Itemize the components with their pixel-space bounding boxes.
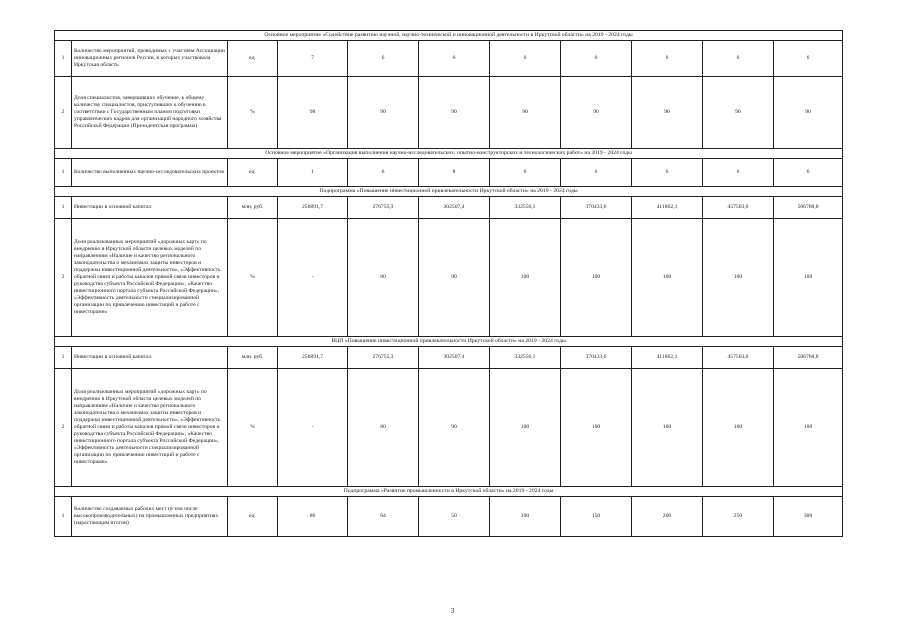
table-row (55, 219, 843, 337)
section-header-row (55, 31, 843, 41)
indicator-value: 7 (278, 41, 348, 77)
indicator-value: 300 (774, 497, 843, 537)
indicator-value: 150 (561, 497, 632, 537)
indicator-name: Количество мероприятий, проводимых с участием Ассоциации инновационных регионов России, в которых участвовала Иркутская область (72, 41, 228, 77)
row-number: 1 (55, 159, 72, 187)
indicator-value: 6 (561, 41, 632, 77)
table-row (55, 41, 843, 77)
table-row (55, 347, 843, 369)
indicator-value: 6 (348, 41, 419, 77)
indicator-value: 1 (278, 159, 348, 187)
table-row (55, 497, 843, 537)
indicator-value: - (278, 219, 348, 337)
indicator-value: 100 (703, 219, 774, 337)
indicator-value: 6 (419, 41, 490, 77)
row-number: 2 (55, 369, 72, 487)
indicator-value: 302507,4 (419, 197, 490, 219)
section-title: Подпрограмма «Повышение инвестиционной привлекательности Иркутской области» на 2019 - 2024 годы (55, 187, 843, 197)
table-body (55, 31, 843, 537)
unit-of-measure: ед. (228, 497, 278, 537)
indicator-value: 8 (419, 159, 490, 187)
indicator-value: 457503,0 (703, 197, 774, 219)
indicator-name: Инвестиции в основной капитал (72, 197, 228, 219)
indicator-value: - (278, 369, 348, 487)
indicator-value: 302507,4 (419, 347, 490, 369)
indicator-value: 90 (703, 77, 774, 149)
section-header-row (55, 337, 843, 347)
indicator-value: 370433,6 (561, 347, 632, 369)
indicator-value: 100 (490, 219, 561, 337)
indicator-name: Доля специалистов, завершивших обучение, к общему количеству специалистов, приступивших к обучению в соответствии с Государственным планом подготовки управленческих кадров для организаций народного хозяйства Российской Федерации (Президентская программа) (72, 77, 228, 149)
indicator-value: 332556,1 (490, 347, 561, 369)
indicator-value: 6 (490, 159, 561, 187)
indicator-value: 100 (490, 369, 561, 487)
indicator-value: 506768,8 (774, 347, 843, 369)
indicator-value: 80 (348, 219, 419, 337)
section-title: Основное мероприятие «Организация выполнения научно-исследовательских, опытно-конструкторских и технологических работ» на 2019 - 2024 годы (55, 149, 843, 159)
unit-of-measure: ед. (228, 159, 278, 187)
indicators-table (54, 30, 843, 537)
section-title: Основное мероприятие «Содействие развитию научной, научно-технической и инновационной деятельности в Иркутской области» на 2019 - 2024 годы (55, 31, 843, 41)
indicator-name: Доля реализованных мероприятий «дорожных карт» по внедрению в Иркутской области целевых моделей по направлениям «Наличие и качество регионального законодательства о механизмах защиты инвесторов и поддержки инвестиционной деятельности», «Эффективность обратной связи и работы каналов прямой связи инвесторов и руководства субъекта Российской Федерации», «Качество инвестиционного портала субъекта Российской Федерации», «Эффективность деятельности специализированной организации по привлечению инвестиций и работе с инвесторами» (72, 219, 228, 337)
indicator-value: 6 (632, 41, 703, 77)
indicator-value: 100 (774, 369, 843, 487)
table-row (55, 77, 843, 149)
indicator-value: 90 (632, 77, 703, 149)
indicator-value: 6 (561, 159, 632, 187)
indicator-value: 6 (490, 41, 561, 77)
row-number: 1 (55, 347, 72, 369)
row-number: 2 (55, 77, 72, 149)
unit-of-measure: % (228, 219, 278, 337)
indicator-value: 98 (278, 77, 348, 149)
indicator-value: 256891,7 (278, 347, 348, 369)
row-number: 1 (55, 41, 72, 77)
section-header-row (55, 187, 843, 197)
unit-of-measure: млн. руб. (228, 347, 278, 369)
indicator-value: 457503,0 (703, 347, 774, 369)
row-number: 1 (55, 497, 72, 537)
indicator-value: 332556,1 (490, 197, 561, 219)
indicator-value: 90 (490, 77, 561, 149)
indicator-value: 256891,7 (278, 197, 348, 219)
indicator-value: 50 (419, 497, 490, 537)
indicator-name: Количество создаваемых рабочих мест (в том числе высокопроизводительных) на промышленных предприятиях (нарастающим итогом) (72, 497, 228, 537)
indicator-value: 100 (632, 219, 703, 337)
indicator-value: 411862,1 (632, 347, 703, 369)
indicator-value: 6 (703, 159, 774, 187)
indicator-value: 90 (348, 77, 419, 149)
indicator-value: 64 (348, 497, 419, 537)
indicator-value: 411862,1 (632, 197, 703, 219)
indicator-value: 90 (561, 77, 632, 149)
unit-of-measure: млн. руб. (228, 197, 278, 219)
indicator-value: 276755,3 (348, 347, 419, 369)
unit-of-measure: % (228, 77, 278, 149)
table-row (55, 159, 843, 187)
indicator-value: 6 (703, 41, 774, 77)
indicator-value: 100 (774, 219, 843, 337)
indicator-value: 90 (774, 77, 843, 149)
unit-of-measure: % (228, 369, 278, 487)
indicator-value: 6 (774, 159, 843, 187)
section-title: Подпрограмма «Развитие промышленности в Иркутской области» на 2019 - 2024 годы (55, 487, 843, 497)
indicator-value: 200 (632, 497, 703, 537)
indicator-value: 370433,6 (561, 197, 632, 219)
indicator-value: 86 (278, 497, 348, 537)
section-header-row (55, 487, 843, 497)
indicator-value: 90 (419, 77, 490, 149)
row-number: 1 (55, 197, 72, 219)
table-row (55, 197, 843, 219)
indicator-value: 100 (632, 369, 703, 487)
indicator-name: Доля реализованных мероприятий «дорожных карт» по внедрению в Иркутской области целевых моделей по направлениям «Наличие и качество регионального законодательства о механизмах защиты инвесторов и поддержки инвестиционной деятельности», «Эффективность обратной связи и работы каналов прямой связи инвесторов и руководства субъекта Российской Федерации», «Качество инвестиционного портала субъекта Российской Федерации», «Эффективность деятельности специализированной организации по привлечению инвестиций и работе с инвесторами» (72, 369, 228, 487)
indicator-value: 100 (561, 219, 632, 337)
unit-of-measure: ед. (228, 41, 278, 77)
indicator-value: 80 (348, 369, 419, 487)
indicator-value: 506768,8 (774, 197, 843, 219)
indicator-value: 90 (419, 219, 490, 337)
row-number: 2 (55, 219, 72, 337)
indicator-value: 100 (703, 369, 774, 487)
indicator-value: 100 (561, 369, 632, 487)
section-header-row (55, 149, 843, 159)
indicator-value: 6 (632, 159, 703, 187)
indicator-value: 6 (348, 159, 419, 187)
indicator-name: Инвестиции в основной капитал (72, 347, 228, 369)
indicator-value: 250 (703, 497, 774, 537)
indicator-value: 90 (419, 369, 490, 487)
indicator-value: 6 (774, 41, 843, 77)
table-row (55, 369, 843, 487)
indicator-name: Количество выполненных научно-исследовательских проектов (72, 159, 228, 187)
page-number: 3 (450, 607, 455, 615)
section-title: ВЦП «Повышение инвестиционной привлекательности Иркутской области» на 2019 - 2024 годы (55, 337, 843, 347)
indicator-value: 100 (490, 497, 561, 537)
indicator-value: 276755,3 (348, 197, 419, 219)
